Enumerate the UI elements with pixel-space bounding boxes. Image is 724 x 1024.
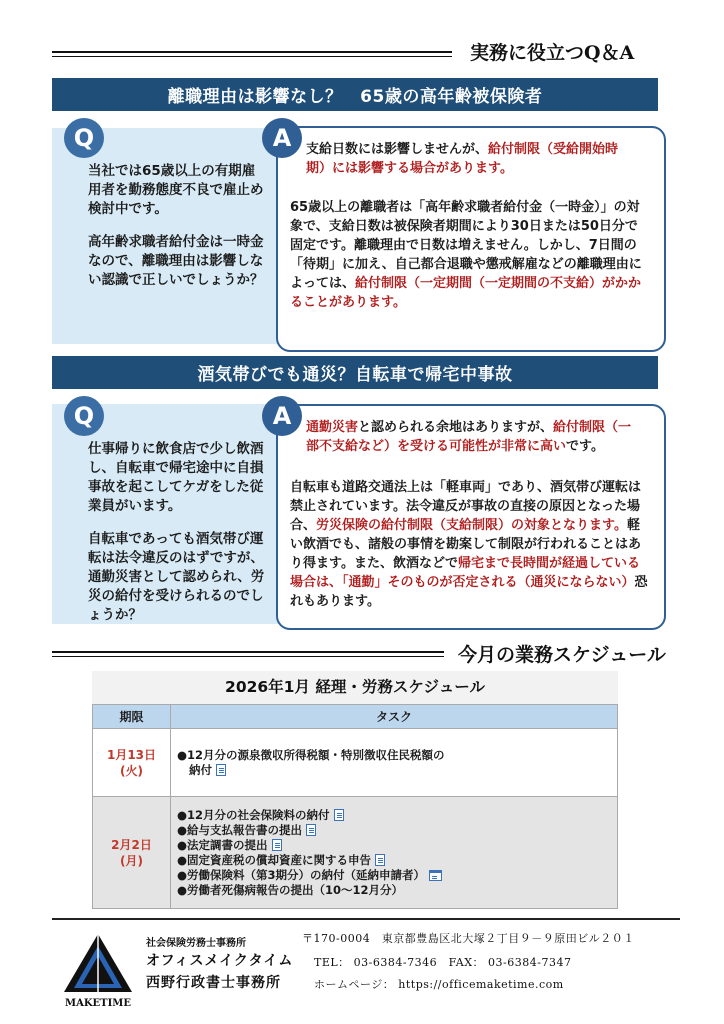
- qa2-q-badge: Q: [64, 396, 104, 436]
- row2-task-6: ●労働者死傷病報告の提出（10～12月分）: [177, 882, 404, 897]
- qa2-lead-red2: 給付制限（一部不支給など）を受ける可能性が非常に高い: [306, 420, 632, 454]
- office-website[interactable]: ホームページ： https://officemaketime.com: [314, 978, 564, 991]
- qa2-body-p2: 軽い飲酒でも、諸般の事情を勘案して制限が行われることはあり得ます。また、飲酒などで: [290, 518, 642, 571]
- schedule-title: 2026年1月 経理・労務スケジュール: [225, 678, 485, 696]
- calendar-icon: [429, 870, 442, 881]
- qa2-answer-body: [290, 478, 648, 611]
- document-icon: [272, 839, 282, 851]
- qa2-body-p3: 恐れもあります。: [290, 575, 648, 609]
- qa1-lead-plain: 支給日数には影響しませんが、: [306, 142, 489, 157]
- qa2-question-p1: 仕事帰りに飲食店で少し飲酒し、自転車で帰宅途中に自損事故を起こしてケガをした従業員がいます。: [88, 441, 264, 514]
- qa2-answer-lead: [306, 418, 640, 456]
- logo-text: MAKETIME: [65, 998, 131, 1009]
- qa-section-title: 実務に役立つQ＆A: [470, 42, 635, 64]
- qa1-body-red: 給付制限（一定期間（一定期間の不支給）がかかることがあります。: [290, 276, 642, 310]
- footer-rule: [52, 918, 680, 920]
- schedule-row: [93, 729, 618, 797]
- office-name: オフィスメイクタイム: [146, 953, 294, 969]
- schedule-table: [92, 704, 618, 909]
- row2-task-5: [177, 868, 617, 883]
- qa2-lead-plain2: です。: [566, 439, 604, 454]
- schedule-row: [93, 797, 618, 909]
- qa1-question-p2: 高年齢求職者給付金は一時金なので、離職理由は影響しない認識で正しいでしょうか？: [88, 234, 264, 288]
- document-icon: [306, 824, 316, 836]
- qa2-body-r2: 帰宅まで長時間が経過している場合は、「通勤」そのものが否定される（通災にならない）: [290, 556, 640, 590]
- maketime-logo: [60, 930, 136, 1010]
- qa2-lead-red1: 通勤災害: [306, 420, 359, 435]
- payment-doc-icon: [334, 809, 344, 821]
- qa2-body-p1: 自転車も道路交通法上は「軽車両」であり、酒気帯び運転は禁止されています。法令違反が事故の直接の原因となった場合、: [290, 480, 642, 533]
- qa1-question-p1: 当社では65歳以上の有期雇用者を勤務態度不良で雇止め検討中です。: [88, 163, 264, 217]
- row2-date: 2月2日: [111, 837, 152, 852]
- qa2-banner: 酒気帯びでも通災？自転車で帰宅中事故: [52, 356, 658, 389]
- qa-header-rule-2: [52, 56, 452, 57]
- schedule-row2-date: [93, 797, 171, 909]
- document-icon: [375, 854, 385, 866]
- schedule-row1-tasks: [171, 729, 618, 797]
- qa2-a-badge: A: [262, 396, 302, 436]
- qa1-q-badge: Q: [64, 118, 104, 158]
- qa2-body-r1: 労災保険の給付制限（支給制限）の対象となります。: [316, 518, 627, 533]
- qa1-lead-red: 給付制限（受給開始時期）には影響する場合があります。: [306, 142, 619, 176]
- qa1-answer-lead: [306, 140, 636, 178]
- row2-task-3: [177, 838, 617, 853]
- schedule-header-rule-2: [52, 656, 444, 657]
- qa1-question-text: [88, 162, 268, 304]
- row1-weekday: (火): [120, 763, 143, 778]
- row2-task-4: [177, 853, 617, 868]
- qa2-lead-plain: と認められる余地はありますが、: [358, 420, 554, 435]
- office-address: 〒170-0004 東京都豊島区北大塚２丁目９－９原田ビル２０１: [302, 932, 635, 945]
- qa1-banner: 離職理由は影響なし？ 65歳の高年齢被保険者: [52, 78, 658, 111]
- office-phone: TEL： 03-6384-7346 FAX： 03-6384-7347: [314, 956, 572, 969]
- row2-weekday: (月): [120, 853, 143, 868]
- row1-task-1: ●12月分の源泉徴収所得税額・特別徴収住民税額の: [177, 747, 445, 762]
- office-name-2: 西野行政書士事務所: [146, 975, 281, 991]
- row2-task-1-text: ●12月分の社会保険料の納付: [177, 807, 330, 822]
- row2-task-4-text: ●固定資産税の償却資産に関する申告: [177, 852, 372, 867]
- schedule-header-task: タスク: [171, 705, 618, 729]
- schedule-row2-tasks: [171, 797, 618, 909]
- row2-task-2-text: ●給与支払報告書の提出: [177, 822, 303, 837]
- schedule-header-limit: 期限: [93, 705, 171, 729]
- row2-task-5-text: ●労働保険料（第3期分）の納付（延納申請者）: [177, 867, 426, 882]
- row1-task-1-cont: [177, 763, 617, 778]
- schedule-header-rule-1: [52, 651, 444, 653]
- schedule-panel: [92, 671, 618, 909]
- schedule-row1-date: [93, 729, 171, 797]
- qa1-a-badge: A: [262, 118, 302, 158]
- qa2-question-text: [88, 440, 268, 639]
- row2-task-3-text: ●法定調書の提出: [177, 837, 268, 852]
- qa-header-rule-1: [52, 51, 452, 53]
- qa1-body-plain: 65歳以上の離職者は「高年齢求職者給付金（一時金）」の対象で、支給日数は被保険者期間により30日または50日分で固定です。離職理由で日数は増えません。しかし、7日間の「待期」に加え、自己都合退職や懲戒解雇などの離職理由によっては、: [290, 200, 642, 291]
- office-type: 社会保険労務士事務所: [146, 938, 246, 949]
- row2-task-2: [177, 823, 617, 838]
- payment-doc-icon: [216, 764, 226, 776]
- schedule-section-title: 今月の業務スケジュール: [458, 644, 666, 666]
- qa1-answer-body: [290, 198, 646, 312]
- qa2-question-p2: 自転車であっても酒気帯び運転は法令違反のはずですが、通勤災害として認められ、労災の給付を受けられるのでしょうか？: [88, 531, 265, 623]
- row1-task-1-cont-text: 納付: [189, 762, 212, 777]
- row1-date: 1月13日: [106, 747, 157, 762]
- row2-task-1: [177, 808, 617, 823]
